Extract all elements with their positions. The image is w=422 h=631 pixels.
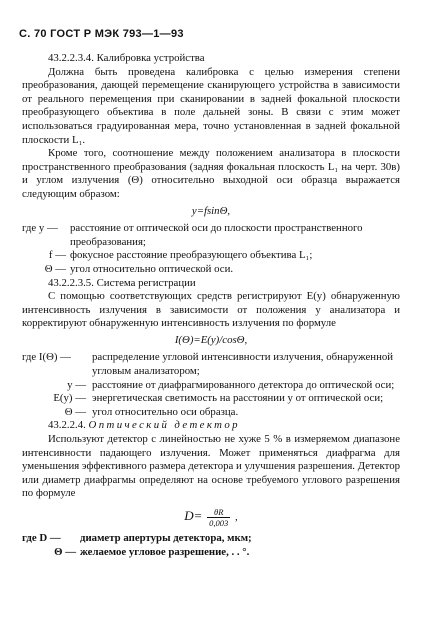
definition-row bbox=[22, 222, 400, 249]
fraction-numerator: θR bbox=[207, 507, 230, 518]
definition-key: где I(Θ) — bbox=[22, 351, 71, 364]
paragraph-calibration: Должна быть проведена калибровка с целью измерения степени преобразования, дающей перемещение сканирующего устройства в зависимости от реального перемещения при сканировании в задней фокальной плоскости преобразующего объектива в поле дальней зоны. В связи с этим может использоваться градуированная мера, точно установленная в задней фокальной плоскости L₁. bbox=[22, 65, 400, 146]
document-body bbox=[22, 52, 400, 559]
formula-diameter bbox=[22, 507, 400, 528]
definition-key: f — bbox=[48, 249, 66, 262]
definition-row bbox=[22, 379, 400, 393]
definitions-1 bbox=[22, 222, 400, 276]
definition-value: распределение угловой интенсивности излучения, обнаруженной угловым анализатором; bbox=[92, 351, 394, 378]
definition-key: Θ — bbox=[54, 545, 76, 558]
definition-value: энергетическая светимость на расстоянии y от оптической оси; bbox=[92, 392, 384, 405]
definition-row bbox=[22, 392, 400, 406]
definition-row bbox=[22, 532, 400, 546]
definition-key: где D — bbox=[22, 532, 61, 544]
definition-value: диаметр апертуры детектора, мкм; bbox=[80, 532, 252, 544]
formula-lhs: D= bbox=[184, 507, 203, 523]
definition-value: расстояние от оптической оси до плоскости пространственного преобразования; bbox=[70, 222, 363, 248]
definition-row bbox=[22, 406, 400, 420]
definition-key: E(y) — bbox=[53, 392, 86, 405]
section-title: Оптический детектор bbox=[88, 419, 240, 432]
definition-row bbox=[22, 249, 400, 263]
formula-tail: , bbox=[235, 510, 238, 523]
definition-value: фокусное расстояние преобразующего объектива L₁; bbox=[70, 249, 313, 262]
formula-fraction bbox=[207, 507, 230, 528]
paragraph-relation: Кроме того, соотношение между положением анализатора в плоскости пространственного преобразования (задняя фокальная плоскость L₁ на черт. 30в) и углом излучения (Θ) относительно выходной оси образца выражается следующим образом: bbox=[22, 147, 400, 200]
section-heading-calibration: 43.2.2.3.4. Калибровка устройства bbox=[48, 52, 205, 64]
definition-value: расстояние от диафрагмированного детектора до оптической оси; bbox=[92, 378, 395, 391]
definition-key: y — bbox=[67, 378, 86, 391]
formula-y: y=fsinΘ, bbox=[191, 204, 231, 217]
formula-intensity: I(Θ)=E(y)/cosΘ, bbox=[174, 333, 248, 346]
definition-value: желаемое угловое разрешение, . . °. bbox=[80, 545, 250, 558]
definition-key: Θ — bbox=[64, 405, 86, 418]
fraction-denominator: 0,003 bbox=[209, 518, 229, 528]
section-heading-registration: 43.2.2.3.5. Система регистрации bbox=[48, 276, 196, 289]
definition-key: где y — bbox=[22, 222, 58, 235]
definition-key: Θ — bbox=[44, 262, 66, 275]
section-heading-detector bbox=[22, 419, 400, 433]
definition-row bbox=[22, 263, 400, 277]
definition-row bbox=[22, 351, 400, 378]
section-number: 43.2.2.4. bbox=[48, 419, 86, 432]
page-header: С. 70 ГОСТ Р МЭК 793—1—93 bbox=[19, 28, 184, 40]
paragraph-registration: С помощью соответствующих средств регистрируют E(y) обнаруженную интенсивность излучения в зависимости от положения y анализатора и корректируют обнаруженную интенсивность излучения по формуле bbox=[22, 290, 400, 330]
definition-row bbox=[22, 546, 400, 560]
definition-value: угол относительно оси образца. bbox=[92, 405, 239, 418]
definition-value: угол относительно оптической оси. bbox=[70, 262, 234, 275]
definitions-2 bbox=[22, 351, 400, 419]
paragraph-detector: Используют детектор с линейностью не хуже 5 % в измеряемом диапазоне интенсивности падающего излучения. Может применяться диафрагма для уменьшения эффективного размера детектора и улучшения разрешения. Детектор или диаметр диафрагмы определяют на основе требуемого углового разрешения по формуле bbox=[22, 433, 400, 500]
definitions-3 bbox=[22, 532, 400, 559]
